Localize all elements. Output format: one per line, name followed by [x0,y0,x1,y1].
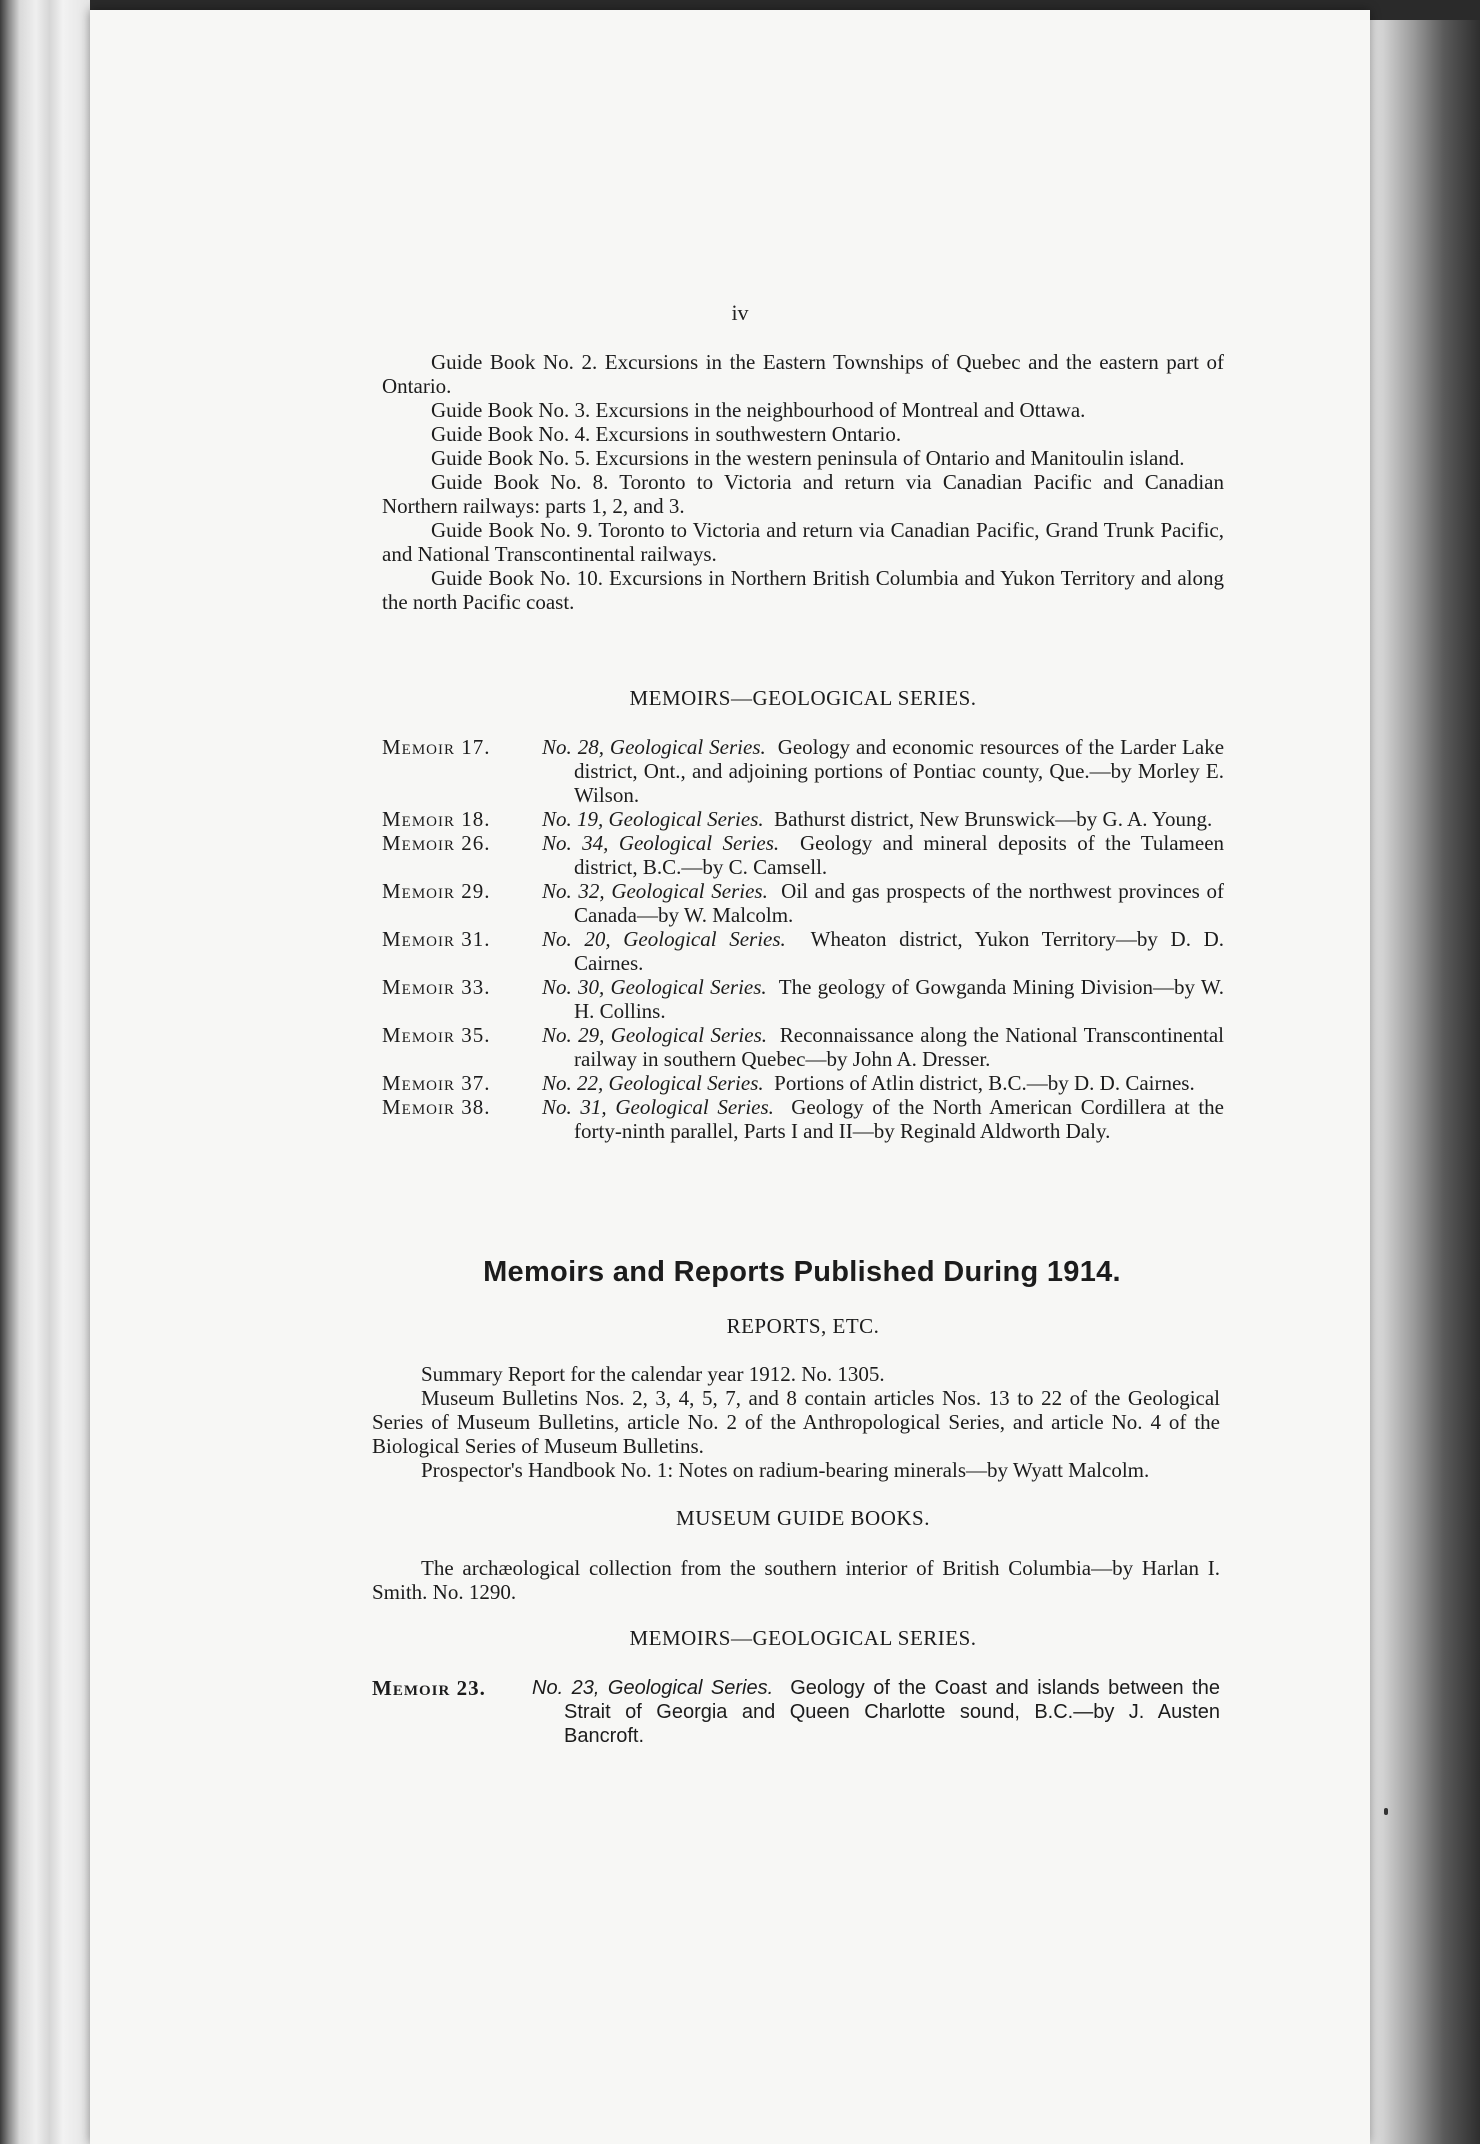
report-entry: Prospector's Handbook No. 1: Notes on radium-bearing minerals—by Wyatt Malcolm. [421,1458,1150,1482]
memoir-list-2 [372,1676,1220,1748]
memoir-text: Bathurst district, New Brunswick—by G. A. Young. [774,807,1213,831]
reports-heading: REPORTS, ETC. [726,1314,880,1338]
main-heading: Memoirs and Reports Published During 1914. [483,1256,1121,1288]
section-heading: MEMOIRS—GEOLOGICAL SERIES. [629,1626,977,1650]
memoir-label: Memoir 35. [382,1023,491,1047]
memoir-label: Memoir 37. [382,1071,491,1095]
museum-book-entry: The archæological collection from the southern interior of British Columbia—by Harlan I. Smith. No. 1290. [372,1556,1220,1604]
memoir-text: Geology and mineral deposits of the Tulameen district, B.C.—by C. Camsell. [574,831,1225,879]
memoir-text: Geology of the North American Cordillera at the forty-ninth parallel, Parts I and II—by Reginald Aldworth Daly. [574,1095,1224,1143]
memoir-label: Memoir 23. [372,1676,486,1700]
memoir-entry [372,1676,1220,1748]
guide-book-entry: Guide Book No. 3. Excursions in the neighbourhood of Montreal and Ottawa. [431,398,1086,422]
section-heading-memoirs-2 [382,1626,1224,1650]
memoir-series: No. 30, Geological Series. [542,975,767,999]
memoir-entry [382,879,1224,927]
memoir-series: No. 19, Geological Series. [542,807,764,831]
memoir-label: Memoir 17. [382,735,491,759]
memoir-series: No. 22, Geological Series. [542,1071,764,1095]
guide-book-entry: Guide Book No. 9. Toronto to Victoria and return via Canadian Pacific, Grand Trunk Pacific, and National Transcontinental railways. [382,518,1224,566]
memoir-label: Memoir 33. [382,975,491,999]
main-heading-block [360,1256,1244,1288]
page-number: iv [731,300,749,325]
museum-heading-block [382,1506,1224,1530]
memoir-series: No. 20, Geological Series. [542,927,786,951]
memoir-entry [382,807,1224,831]
guide-book-entry: Guide Book No. 5. Excursions in the western peninsula of Ontario and Manitoulin island. [431,446,1185,470]
memoir-label: Memoir 18. [382,807,491,831]
memoir-label: Memoir 31. [382,927,491,951]
memoir-text: Geology and economic resources of the Larder Lake district, Ont., and adjoining portions of Pontiac county, Que.—by Morley E. Wilson. [574,735,1225,807]
memoir-text: The geology of Gowganda Mining Division—by W. H. Collins. [574,975,1225,1023]
reports-heading-block [382,1314,1224,1338]
memoir-entry [382,1095,1224,1143]
memoir-text: Portions of Atlin district, B.C.—by D. D. Cairnes. [774,1071,1195,1095]
memoir-series: No. 31, Geological Series. [542,1095,774,1119]
memoir-text: Oil and gas prospects of the northwest provinces of Canada—by W. Malcolm. [574,879,1224,927]
memoir-label: Memoir 26. [382,831,491,855]
memoir-series: No. 28, Geological Series. [542,735,766,759]
guide-book-list [382,350,1224,614]
report-entry: Summary Report for the calendar year 1912. No. 1305. [421,1362,885,1386]
guide-book-entry: Guide Book No. 10. Excursions in Northern British Columbia and Yukon Territory and along the north Pacific coast. [382,566,1224,614]
museum-books-list [372,1556,1220,1604]
guide-book-entry: Guide Book No. 2. Excursions in the Eastern Townships of Quebec and the eastern part of Ontario. [382,350,1224,398]
memoir-entry [382,975,1224,1023]
guide-book-entry: Guide Book No. 4. Excursions in southwestern Ontario. [431,422,902,446]
memoir-entry [382,1023,1224,1071]
museum-heading: MUSEUM GUIDE BOOKS. [676,1506,930,1530]
memoir-series: No. 34, Geological Series. [542,831,780,855]
memoir-text: Wheaton district, Yukon Territory—by D. D. Cairnes. [574,927,1225,975]
section-heading: MEMOIRS—GEOLOGICAL SERIES. [629,686,977,710]
page-edge-shadow [1360,20,1480,2144]
memoir-text: Reconnaissance along the National Transcontinental railway in southern Quebec—by John A. Dresser. [574,1023,1224,1071]
speck-mark [1384,1808,1388,1815]
memoir-entry [382,1071,1224,1095]
memoir-list [382,735,1224,1143]
memoir-series: No. 29, Geological Series. [542,1023,768,1047]
memoir-entry [382,831,1224,879]
memoir-text: Geology of the Coast and islands between the Strait of Georgia and Queen Charlotte sound, B.C.—by J. Austen Bancroft. [564,1677,1220,1747]
reports-list [372,1362,1220,1482]
guide-book-entry: Guide Book No. 8. Toronto to Victoria and return via Canadian Pacific and Canadian Northern railways: parts 1, 2, and 3. [382,470,1224,518]
memoir-label: Memoir 29. [382,879,491,903]
report-entry: Museum Bulletins Nos. 2, 3, 4, 5, 7, and 8 contain articles Nos. 13 to 22 of the Geological Series of Museum Bulletins, article No. 2 of the Anthropological Series, and article No. 4 of the Biological Series of Museum Bulletins. [372,1386,1220,1458]
memoir-entry [382,927,1224,975]
memoir-series: No. 23, Geological Series. [532,1677,774,1699]
memoir-label: Memoir 38. [382,1095,491,1119]
section-heading-memoirs [382,686,1224,710]
memoir-series: No. 32, Geological Series. [542,879,768,903]
memoir-entry [382,735,1224,807]
